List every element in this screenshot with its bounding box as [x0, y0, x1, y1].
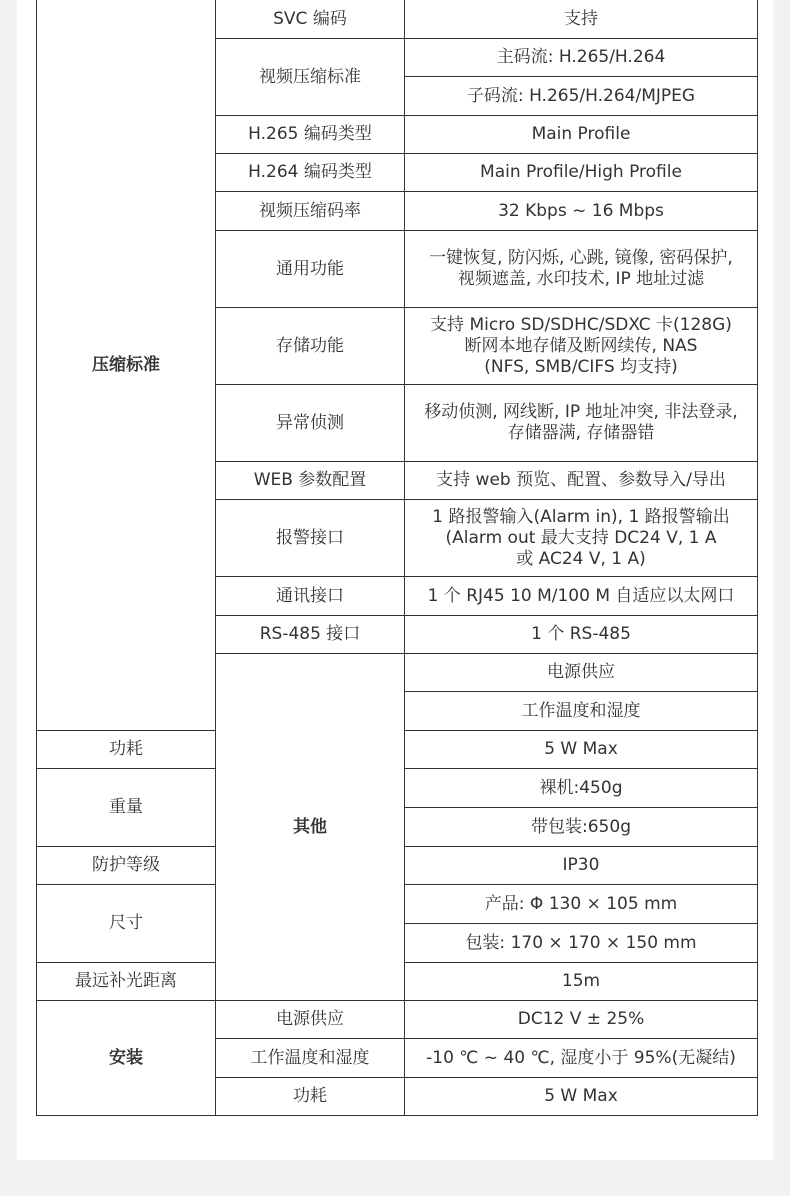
spec-value: 包装: 170 × 170 × 150 mm — [405, 924, 758, 963]
spec-label: SVC 编码 — [216, 0, 405, 39]
spec-label: RS-485 接口 — [216, 616, 405, 654]
category-cell: 安装 — [37, 1001, 216, 1116]
value-line: 支持 Micro SD/SDHC/SDXC 卡(128G) — [430, 314, 732, 335]
spec-value: 带包装:650g — [405, 808, 758, 847]
spec-value-multiline — [405, 308, 758, 385]
value-line: 视频遮盖, 水印技术, IP 地址过滤 — [457, 269, 705, 289]
spec-value: Main Profile/High Profile — [405, 154, 758, 192]
spec-label: 电源供应 — [216, 1001, 405, 1039]
spec-label: 最远补光距离 — [37, 963, 216, 1001]
value-line: 移动侦测, 网线断, IP 地址冲突, 非法登录, — [424, 402, 738, 422]
spec-label: 存储功能 — [216, 308, 405, 385]
spec-label: 重量 — [37, 769, 216, 847]
value-line: 存储器满, 存储器错 — [507, 423, 655, 443]
spec-label: 报警接口 — [216, 500, 405, 577]
spec-label: H.265 编码类型 — [216, 116, 405, 154]
spec-value: DC12 V ± 25% — [405, 1001, 758, 1039]
spec-value: -10 ℃ ~ 40 ℃, 湿度小于 95%(无凝结) — [405, 1039, 758, 1078]
spec-label: 工作温度和湿度 — [405, 692, 758, 731]
spec-label: 防护等级 — [37, 847, 216, 885]
spec-value: 1 个 RJ45 10 M/100 M 自适应以太网口 — [405, 577, 758, 616]
spec-value: IP30 — [405, 847, 758, 885]
value-line: (NFS, SMB/CIFS 均支持) — [484, 356, 678, 377]
spec-label: 通讯接口 — [216, 577, 405, 616]
spec-value-multiline — [405, 385, 758, 462]
spec-value: 裸机:450g — [405, 769, 758, 808]
spec-label: 异常侦测 — [216, 385, 405, 462]
spec-table — [36, 0, 758, 1116]
spec-label: 电源供应 — [405, 654, 758, 692]
value-line: (Alarm out 最大支持 DC24 V, 1 A — [445, 527, 717, 548]
spec-value: 5 W Max — [405, 731, 758, 769]
spec-value: 5 W Max — [405, 1078, 758, 1116]
spec-value: 支持 — [405, 0, 758, 39]
spec-label: H.264 编码类型 — [216, 154, 405, 192]
value-line: 或 AC24 V, 1 A) — [516, 548, 646, 569]
spec-label: 功耗 — [37, 731, 216, 769]
spec-value-multiline — [405, 500, 758, 577]
spec-value: 32 Kbps ~ 16 Mbps — [405, 192, 758, 231]
spec-value: 子码流: H.265/H.264/MJPEG — [405, 77, 758, 116]
spec-value: 支持 web 预览、配置、参数导入/导出 — [405, 462, 758, 500]
spec-value: 1 个 RS-485 — [405, 616, 758, 654]
spec-label: 工作温度和湿度 — [216, 1039, 405, 1078]
spec-label: 尺寸 — [37, 885, 216, 963]
spec-value: 产品: Φ 130 × 105 mm — [405, 885, 758, 924]
spec-label: 功耗 — [216, 1078, 405, 1116]
table-row — [37, 1001, 758, 1039]
spec-value: Main Profile — [405, 116, 758, 154]
spec-label: 通用功能 — [216, 231, 405, 308]
spec-label: 视频压缩码率 — [216, 192, 405, 231]
value-line: 1 路报警输入(Alarm in), 1 路报警输出 — [432, 506, 730, 527]
table-row — [37, 0, 758, 39]
value-line: 断网本地存储及断网续传, NAS — [464, 335, 698, 356]
spec-card — [17, 0, 773, 1160]
value-line: 一键恢复, 防闪烁, 心跳, 镜像, 密码保护, — [429, 248, 733, 268]
spec-value: 主码流: H.265/H.264 — [405, 39, 758, 77]
category-cell: 其他 — [216, 654, 405, 1001]
spec-label: 视频压缩标准 — [216, 39, 405, 116]
spec-label: WEB 参数配置 — [216, 462, 405, 500]
category-cell: 压缩标准 — [37, 0, 216, 731]
spec-value: 15m — [405, 963, 758, 1001]
spec-value-multiline — [405, 231, 758, 308]
